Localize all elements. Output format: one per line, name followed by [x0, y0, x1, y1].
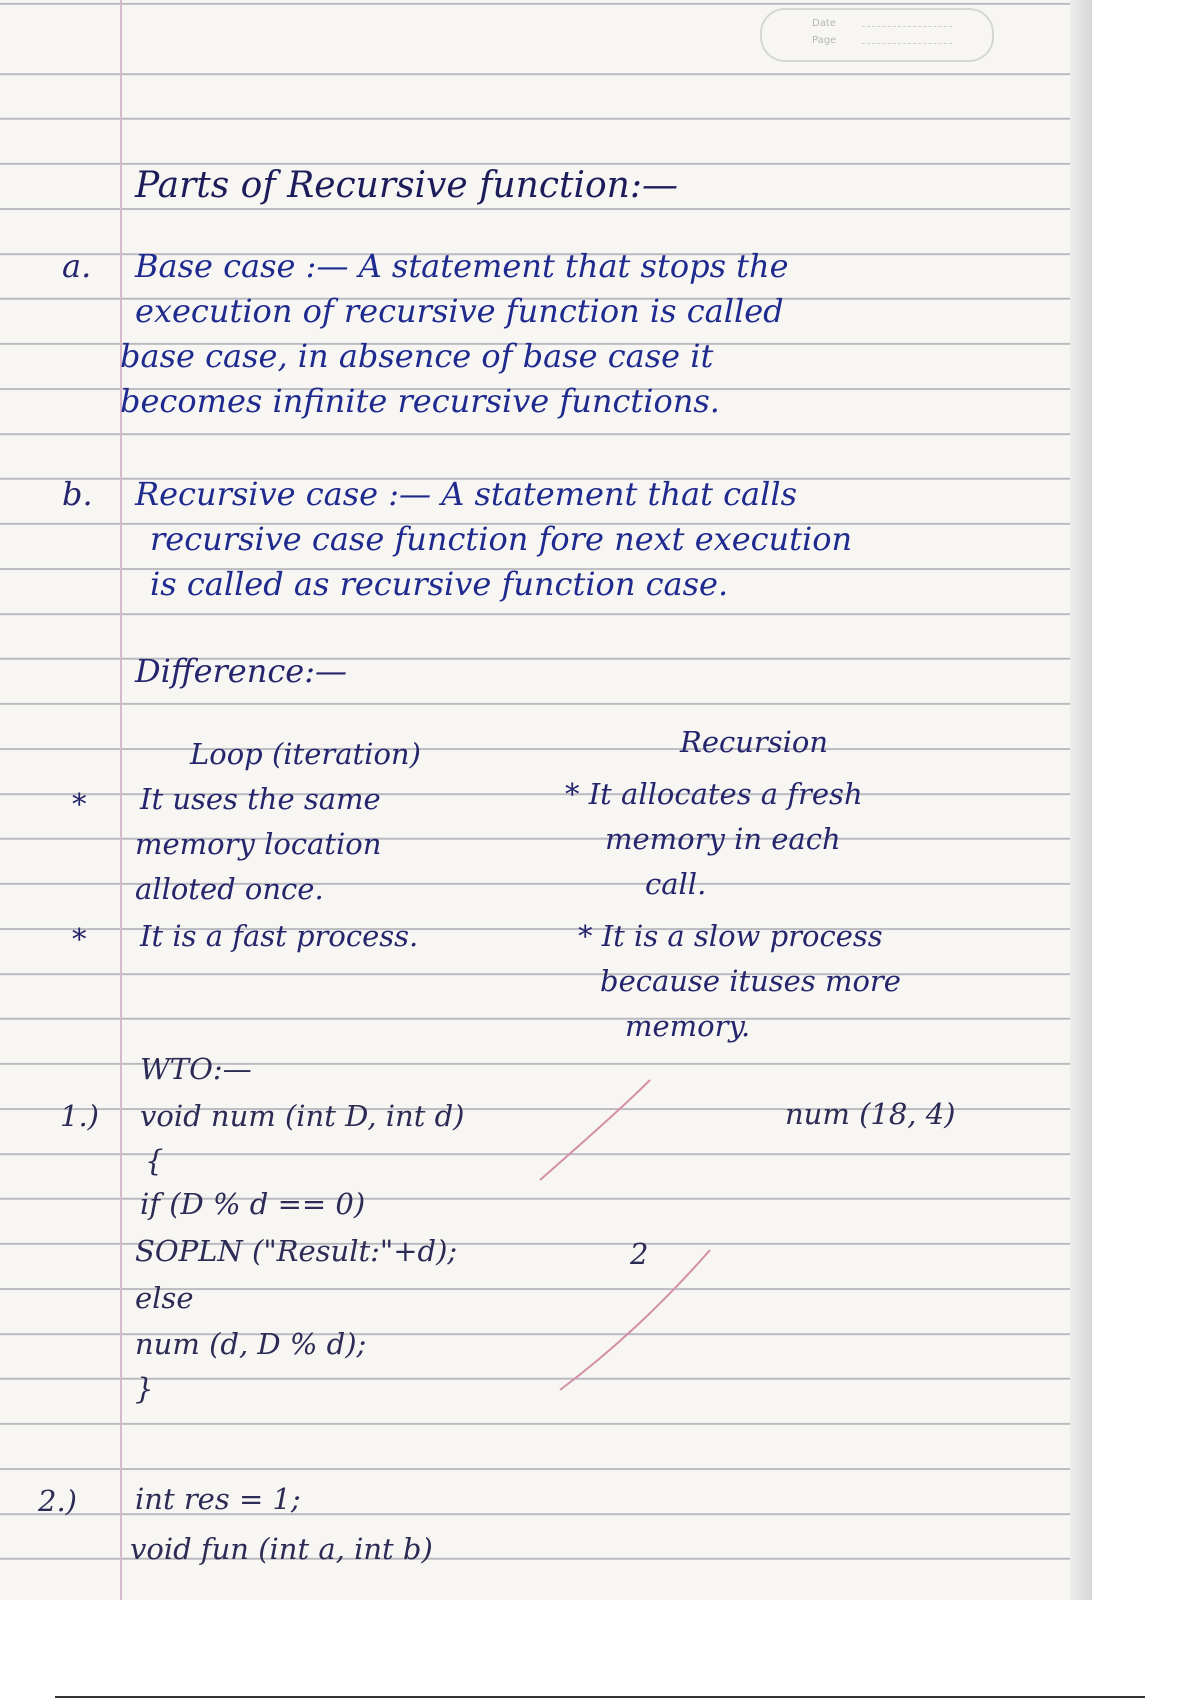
q1-answer: 2	[630, 1237, 649, 1271]
recursive-case-line-2: recursive case function fore next execution	[150, 520, 853, 558]
loop-row-2-line-1: It is a fast process.	[140, 919, 419, 953]
recursive-case-line-1: Recursive case :— A statement that calls	[135, 475, 798, 513]
q2-code-line-2: void fun (int a, int b)	[130, 1532, 433, 1566]
q1-code-line-4: SOPLN ("Result:"+d);	[135, 1234, 458, 1268]
q1-code-line-5: else	[135, 1281, 194, 1315]
recursion-row-1-line-2: memory in each	[605, 822, 841, 856]
recursive-case-marker: b.	[62, 475, 93, 513]
q1-code-line-7: }	[135, 1372, 154, 1406]
bullet-row-2: *	[72, 922, 87, 956]
q1-code-line-2: {	[145, 1144, 164, 1178]
date-page-stamp	[760, 8, 994, 62]
base-case-marker: a.	[62, 247, 92, 285]
recursion-row-2-line-2: because ituses more	[600, 964, 901, 998]
date-label: Date	[812, 18, 836, 29]
page-label: Page	[812, 35, 837, 46]
recursive-case-line-3: is called as recursive function case.	[150, 565, 729, 603]
q2-code-line-1: int res = 1;	[135, 1482, 301, 1516]
q1-code-line-6: num (d, D % d);	[135, 1327, 367, 1361]
loop-row-1-line-1: It uses the same	[140, 782, 381, 816]
bullet-row-1: *	[72, 787, 87, 821]
loop-column-header: Loop (iteration)	[190, 737, 421, 771]
base-case-line-4: becomes infinite recursive functions.	[120, 382, 720, 420]
q1-marker: 1.)	[60, 1099, 99, 1133]
notebook-spine	[1070, 0, 1092, 1600]
base-case-line-3: base case, in absence of base case it	[120, 337, 714, 375]
base-case-line-2: execution of recursive function is called	[135, 292, 784, 330]
loop-row-1-line-3: alloted once.	[135, 872, 324, 906]
recursion-row-1-line-1: * It allocates a fresh	[565, 777, 863, 811]
date-blank	[862, 26, 952, 27]
loop-row-1-line-2: memory location	[135, 827, 382, 861]
q1-call: num (18, 4)	[785, 1097, 956, 1131]
recursion-column-header: Recursion	[680, 725, 829, 759]
bottom-rule	[55, 1696, 1145, 1698]
recursion-row-2-line-3: memory.	[625, 1009, 751, 1043]
difference-heading: Difference:—	[135, 652, 347, 690]
q1-code-line-3: if (D % d == 0)	[140, 1187, 366, 1221]
page-title: Parts of Recursive function:—	[135, 165, 678, 206]
q1-code-line-1: void num (int D, int d)	[140, 1099, 465, 1133]
page-blank	[862, 43, 952, 44]
recursion-row-1-line-3: call.	[645, 867, 707, 901]
q2-marker: 2.)	[38, 1484, 77, 1518]
base-case-line-1: Base case :— A statement that stops the	[135, 247, 789, 285]
recursion-row-2-line-1: * It is a slow process	[578, 919, 883, 953]
pencil-tick-mark	[500, 1050, 720, 1400]
margin-line	[120, 0, 122, 1600]
wto-heading: WTO:—	[140, 1052, 252, 1086]
